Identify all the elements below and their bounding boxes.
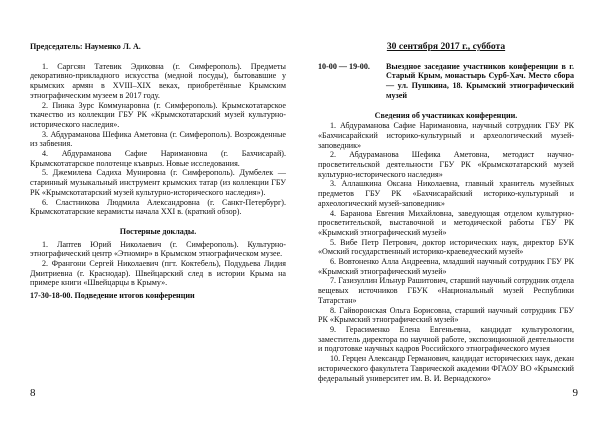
date-heading: 30 сентября 2017 г., суббота xyxy=(386,41,506,52)
participant-item: 1. Абдураманова Сафие Наримановна, научный сотрудник ГБУ РК «Бахчисарайский историко-культурный и археологический музей-заповедник» xyxy=(318,121,574,150)
report-item: 1. Саргсян Татевик Эдиковна (г. Симферополь). Предметы декоративно-прикладного искусства (медной посуды), бытовавшие у крымских армян в XVIII–XIX веках, приобретённые Крымским этнографическим музеем в 2017 году. xyxy=(30,61,286,100)
poster-item: 2. Франгони Сергей Николаевич (пгт. Коктебель), Подудьева Лидия Дмитриевна (г. Краснодар). Швейцарский след в истории Крыма на примере книги «Швейцарцы в Крыму». xyxy=(30,259,286,288)
report-item: 4. Абдураманова Сафие Наримановна (г. Бахчисарай). Крымскотатарское полотенце къаврыз. Новые исследования. xyxy=(30,149,286,168)
session-chair: Председатель: Науменко Л. А. xyxy=(30,42,141,51)
right-page-content xyxy=(318,42,574,383)
schedule-event: Выездное заседание участников конференции в г. Старый Крым, монастырь Сурб-Хач. Место сбора — ул. Пушкина, 18. Крымский этнографический музей xyxy=(386,61,574,100)
page-number-right: 9 xyxy=(572,387,578,399)
participant-item: 3. Аллашкина Оксана Николаевна, главный хранитель музейных предметов ГБУ РК «Бахчисарайский историко-культурный и археологический музей-заповедник» xyxy=(318,179,574,208)
report-item: 5. Джемилева Садиха Мунировна (г. Симферополь). Думбелек — старинный музыкальный инструмент крымских татар (из коллекции ГБУ РК «Крымскотатарский музей культурно-исторического наследия»). xyxy=(30,168,286,197)
poster-section-title: Постерные доклады. xyxy=(119,226,197,236)
closing-session: 17-30-18-00. Подведение итогов конференции xyxy=(30,291,195,301)
participant-item: 2. Абдураманова Шефика Аметовна, методист научно-просветительской деятельности ГБУ РК «Крымскотатарский музей культурно-исторического наследия» xyxy=(318,150,574,179)
page-number-left: 8 xyxy=(30,387,36,399)
participant-item: 7. Газизуллин Ильнур Рашитович, старший научный сотрудник отдела вещевых источников ГБУК «Национальный музей Республики Татарстан» xyxy=(318,276,574,305)
schedule-time: 10-00 — 19-00. xyxy=(318,61,370,71)
participant-item: 4. Баранова Евгения Михайловна, заведующая отделом культурно-просветительской, выставочной и методической работы ГБУ РК «Крымский этнографический музей» xyxy=(318,208,574,237)
report-item: 6. Сластникова Людмила Александровна (г. Санкт-Петербург). Крымскотатарские керамисты начала XXI в. (краткий обзор). xyxy=(30,197,286,217)
participants-title: Сведения об участниках конференции. xyxy=(374,110,518,120)
participant-item: 9. Герасименко Елена Евгеньевна, кандидат культурологии, заместитель директора по научной работе, экспозиционной деятельности и подготовке научных кадров Российского этнографического музея xyxy=(318,324,574,354)
report-item: 2. Пинка Зурс Коммунаровна (г. Симферополь). Крымскотатарское ткачество из коллекции ГБУ РК «Крымскотатарский музей культурно-исторического наследия». xyxy=(30,100,286,129)
participant-item: 6. Вовтоненко Алла Андреевна, младший научный сотрудник ГБУ РК «Крымский этнографический музей» xyxy=(318,257,574,276)
left-page-content xyxy=(30,42,286,301)
schedule-entry xyxy=(318,62,574,101)
poster-item: 1. Лаптев Юрий Николаевич (г. Симферополь). Культурно-этнографический центр «Этномир» в Крымском этнографическом музее. xyxy=(30,239,286,259)
participant-item: 5. Вибе Петр Петрович, доктор исторических наук, директор БУК «Омский государственный историко-краеведческий музей» xyxy=(318,237,574,257)
report-item: 3. Абдураманова Шефика Аметовна (г. Симферополь). Возрожденные из забвения. xyxy=(30,129,286,149)
right-page xyxy=(300,0,600,425)
participant-item: 10. Герцен Александр Германович, кандидат исторических наук, декан исторического факультета Таврической академии ФГАОУ ВО «Крымский федеральный университет им. В. И. Вернадского» xyxy=(318,354,574,383)
participant-item: 8. Гайворонская Ольга Борисовна, старший научный сотрудник ГБУ РК «Крымский этнографический музей» xyxy=(318,305,574,325)
